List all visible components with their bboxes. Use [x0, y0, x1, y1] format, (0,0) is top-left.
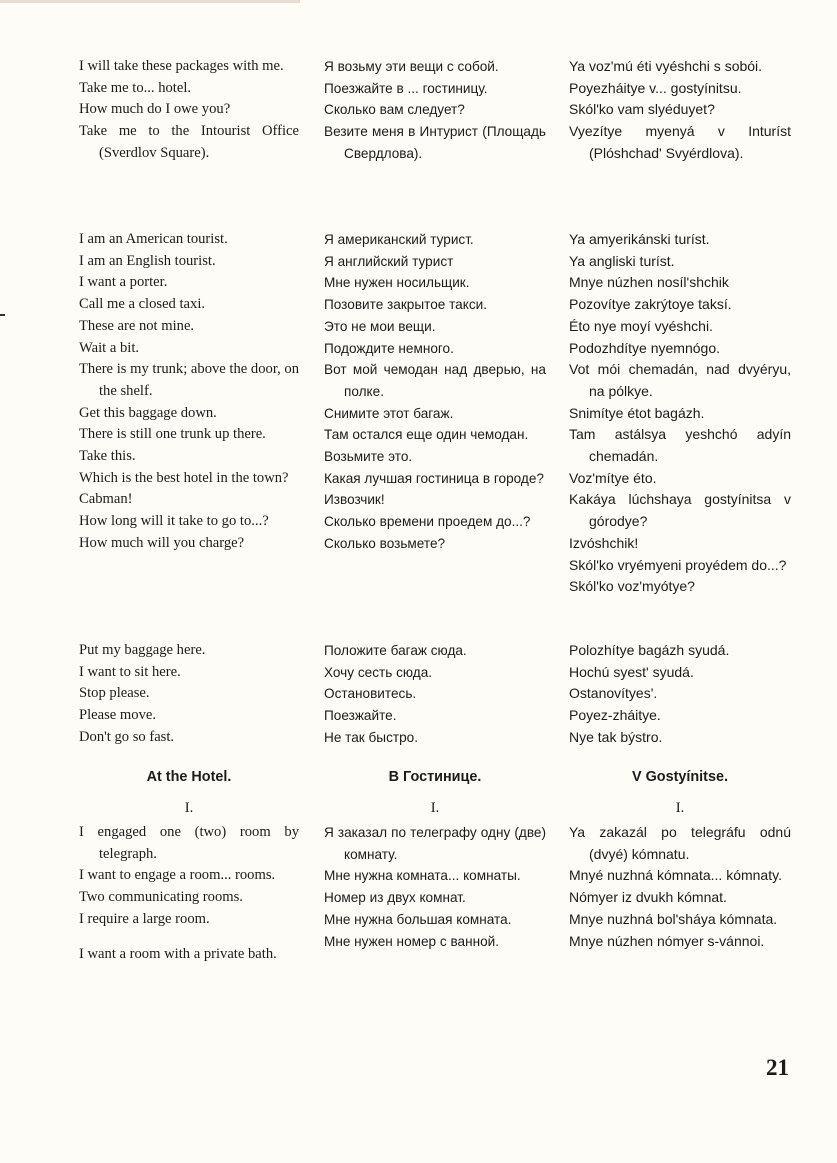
phrase-en: Get this baggage down. — [79, 404, 217, 421]
phrase-ru: Вот мой чемодан над дверью, на полке. — [324, 362, 546, 399]
phrase-en: How long will it take to go to...? — [79, 513, 269, 530]
phrase-ru: Там остался еще один чемодан. — [324, 427, 529, 443]
phrase-en: Take this. — [79, 448, 136, 465]
phrase-ru: Возьмите это. — [324, 449, 413, 465]
travel-group-2 — [79, 229, 299, 555]
phrase-tr: Skól'ko vryémyeni proyédem do...? — [569, 556, 787, 573]
phrase-ru: Положите багаж сюда. — [324, 643, 467, 658]
phrase-ru: Везите меня в Интурист (Площадь Свердлова). — [324, 124, 546, 161]
phrase-en: How much will you charge? — [79, 534, 245, 551]
subsection-number: I. — [675, 800, 685, 816]
phrase-ru: Извозчик! — [324, 492, 385, 508]
phrase-tr: Ya angliski turíst. — [569, 252, 675, 269]
hotel-entries-ru — [324, 822, 546, 952]
phrase-en: Don't go so fast. — [79, 728, 175, 745]
travel-group-2 — [569, 229, 791, 598]
phrase-tr: Voz'mítye éto. — [569, 469, 657, 486]
hotel-entries-tr — [569, 822, 791, 952]
phrase-tr: Ostanovítyes'. — [569, 685, 658, 702]
travel-group-1 — [324, 56, 546, 165]
phrase-tr: Podozhdítye nyemnógo. — [569, 339, 720, 356]
phrase-tr: Poyez-zháitye. — [569, 707, 661, 724]
phrase-tr: Pozovítye zakrýtoye taksí. — [569, 296, 732, 313]
phrase-en: Stop please. — [79, 685, 150, 702]
phrase-en: Please move. — [79, 707, 157, 724]
travel-group-1 — [569, 56, 791, 165]
phrase-ru: Не так быстро. — [324, 729, 418, 745]
section-heading-en: At the Hotel. — [146, 769, 232, 785]
phrase-ru: Я американский турист. — [324, 232, 474, 247]
section-heading-tr: V Gostyínitse. — [632, 769, 728, 785]
phrase-ru: Я заказал по телеграфу одну (две) комнату. — [324, 825, 546, 862]
phrase-ru: Позовите закрытое такси. — [324, 297, 487, 313]
page-number: 21 — [766, 1055, 789, 1080]
phrase-ru: Мне нужен номер с ванной. — [324, 933, 500, 949]
travel-group-1 — [79, 56, 299, 165]
phrase-tr: Nómyer iz dvukh kómnat. — [569, 889, 727, 906]
phrase-ru: Остановитесь. — [324, 686, 417, 702]
phrase-ru: Сколько вам следует? — [324, 102, 465, 118]
phrase-ru: Я возьму эти вещи с собой. — [324, 59, 499, 74]
phrase-tr: Mnyé nuzhná kómnata... kómnaty. — [569, 867, 782, 884]
phrase-ru: Номер из двух комнат. — [324, 890, 466, 906]
phrase-en: I am an American tourist. — [79, 231, 228, 247]
phrase-tr: Mnye núzhen nosíl'shchik — [569, 274, 729, 291]
phrase-tr: Hochú syest' syudá. — [569, 663, 694, 680]
phrase-tr: Poyezháitye v... gostyínitsu. — [569, 79, 742, 96]
phrase-tr: Vyezítye myenyá v Inturíst (Plóshchad' Svyérdlova). — [569, 123, 791, 161]
phrase-tr: Ya voz'mú éti vyéshchi s sobói. — [569, 58, 763, 74]
phrase-tr: Snimítye étot bagázh. — [569, 404, 705, 421]
phrase-tr: Nye tak býstro. — [569, 728, 663, 745]
phrase-tr: Ya zakazál po telegráfu odnú (dvyé) kómnatu. — [569, 824, 791, 862]
phrase-en: Wait a bit. — [79, 339, 140, 356]
phrase-tr: Vot mói chemadán, nad dvyéryu, na pólkye. — [569, 361, 791, 399]
phrase-tr: Kakáya lúchshaya gostyínitsa v górodye? — [569, 491, 791, 530]
phrase-ru: Какая лучшая гостиница в городе? — [324, 470, 544, 486]
phrase-ru: Это не мои вещи. — [324, 318, 436, 334]
phrase-en: There is still one trunk up there. — [79, 426, 266, 443]
phrase-en: Cabman! — [79, 491, 133, 508]
phrase-tr: Mnye núzhen nómyer s-vánnoi. — [569, 932, 765, 949]
phrase-tr: Ya amyerikánski turíst. — [569, 231, 710, 247]
travel-group-3 — [324, 640, 546, 749]
phrase-en: How much do I owe you? — [79, 101, 231, 118]
phrase-ru: Мне нужна комната... комнаты. — [324, 868, 521, 884]
hotel-entries-en — [79, 822, 299, 965]
phrase-ru: Поезжайте. — [324, 708, 397, 724]
subsection-number: I. — [184, 800, 194, 816]
subsection-number: I. — [430, 800, 440, 816]
phrase-en: I want a porter. — [79, 274, 168, 291]
phrase-ru: Снимите этот багаж. — [324, 405, 454, 421]
phrase-tr: Tam astálsya yeshchó adyín chemadán. — [569, 426, 791, 465]
phrase-tr: Izvóshchik! — [569, 534, 639, 551]
phrase-en: Put my baggage here. — [79, 642, 206, 658]
phrase-en: Which is the best hotel in the town? — [79, 469, 289, 486]
phrase-en: I want a room with a private bath. — [79, 945, 277, 962]
phrase-en: I want to sit here. — [79, 663, 181, 680]
phrase-en: I am an English tourist. — [79, 252, 216, 269]
phrase-en: Call me a closed taxi. — [79, 296, 206, 313]
phrase-ru: Мне нужен носильщик. — [324, 275, 470, 291]
phrase-en: I will take these packages with me. — [79, 58, 284, 74]
travel-group-2 — [324, 229, 546, 555]
phrase-ru: Поезжайте в ... гостиницу. — [324, 80, 488, 96]
travel-group-3 — [569, 640, 791, 749]
section-heading-ru: В Гостинице. — [388, 769, 482, 785]
phrase-tr: Skól'ko voz'myótye? — [569, 578, 695, 595]
phrase-en: Two communicating rooms. — [79, 889, 243, 906]
phrase-en: Take me to... hotel. — [79, 79, 192, 96]
phrase-tr: Éto nye moyí vyéshchi. — [569, 317, 713, 334]
phrase-ru: Подождите немного. — [324, 340, 454, 356]
phrase-ru: Мне нужна большая комната. — [324, 911, 512, 927]
phrase-en: I engaged one (two) room by telegraph. — [79, 824, 299, 862]
phrase-ru: Хочу сесть сюда. — [324, 664, 433, 680]
phrase-en: Take me to the Intourist Office (Sverdlov Square). — [79, 123, 299, 161]
phrase-tr: Polozhítye bagázh syudá. — [569, 642, 730, 658]
phrase-ru: Сколько времени проедем до...? — [324, 514, 531, 530]
travel-group-3 — [79, 640, 299, 749]
phrase-ru: Я английский турист — [324, 253, 454, 269]
phrase-en: There is my trunk; above the door, on the shelf. — [79, 361, 299, 399]
phrase-en: These are not mine. — [79, 317, 195, 334]
phrase-tr: Mnye nuzhná bol'sháya kómnata. — [569, 910, 778, 927]
phrase-en: I require a large room. — [79, 910, 210, 927]
phrase-en: I want to engage a room... rooms. — [79, 867, 276, 884]
phrase-ru: Сколько возьмете? — [324, 535, 446, 551]
phrase-tr: Skól'ko vam slyéduyet? — [569, 101, 715, 118]
